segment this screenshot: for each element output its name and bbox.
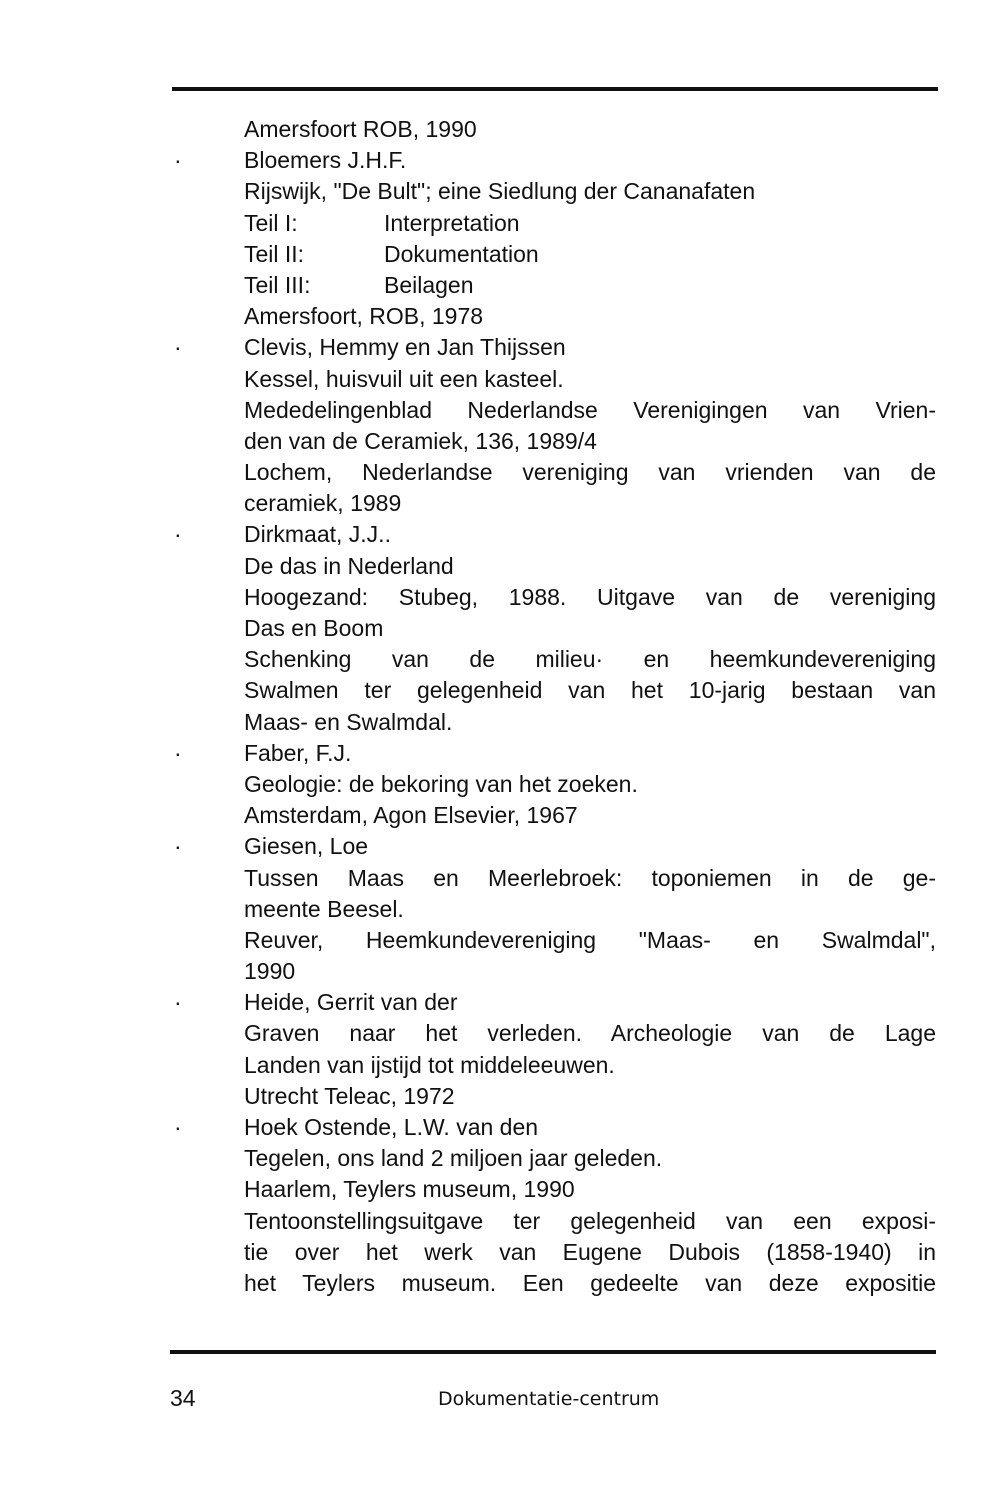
bibliography-list (174, 114, 936, 1299)
line-text: meente Beesel. (244, 895, 404, 922)
line-text: Clevis, Hemmy en Jan Thijssen (244, 334, 566, 361)
text-line (244, 364, 936, 395)
part-label: Teil I: (244, 209, 298, 236)
text-line (244, 1268, 936, 1299)
bullet-icon: · (174, 1114, 182, 1140)
text-line (244, 769, 936, 800)
line-text: Heide, Gerrit van der (244, 989, 458, 1016)
part-title: Beilagen (384, 271, 474, 298)
line-text: Tussen Maas en Meerlebroek: toponiemen in de ge- (244, 864, 936, 891)
line-text: den van de Ceramiek, 136, 1989/4 (244, 427, 597, 454)
line-text: Das en Boom (244, 615, 384, 641)
text-line (244, 457, 936, 488)
line-text: De das in Nederland (244, 552, 454, 579)
part-title: Interpretation (384, 209, 520, 236)
text-line (244, 1206, 936, 1237)
page-number: 34 (170, 1385, 196, 1411)
bullet-icon: · (174, 521, 182, 548)
line-text: Rijswijk, "De Bult"; eine Siedlung der Cananafaten (244, 178, 756, 205)
line-text: Bloemers J.H.F. (244, 147, 407, 174)
text-line (244, 301, 936, 332)
line-text: 1990 (244, 958, 296, 985)
line-text: Tegelen, ons land 2 miljoen jaar geleden. (244, 1145, 663, 1172)
text-line (244, 208, 936, 239)
line-text: Kessel, huisvuil uit een kasteel. (244, 365, 564, 392)
line-text: Schenking van de milieu· en heemkundevereniging (244, 646, 936, 673)
entry-author-line (174, 332, 936, 363)
entry-author-line (174, 831, 936, 862)
entry-author-line (174, 738, 936, 769)
text-line (244, 894, 936, 925)
part-label: Teil II: (244, 240, 305, 267)
line-text: Swalmen ter gelegenheid van het 10-jarig bestaan van (244, 677, 936, 704)
entry-author-line (174, 519, 936, 550)
bullet-icon: · (174, 739, 182, 766)
text-line (244, 426, 936, 457)
bullet-icon: · (174, 833, 182, 860)
line-text: Faber, F.J. (244, 739, 352, 766)
text-line (244, 582, 936, 613)
line-text: Graven naar het verleden. Archeologie van de Lage (244, 1020, 936, 1047)
line-text: Hoogezand: Stubeg, 1988. Uitgave van de vereniging (244, 583, 936, 610)
text-line (244, 644, 936, 675)
text-line (244, 1143, 936, 1174)
text-line (244, 1081, 936, 1112)
text-line (244, 800, 936, 831)
line-text: het Teylers museum. Een gedeelte van deze expositie (244, 1269, 936, 1296)
text-line (244, 1050, 936, 1081)
text-line (244, 863, 936, 894)
line-text: Haarlem, Teylers museum, 1990 (244, 1176, 575, 1203)
text-line (244, 707, 936, 738)
line-text: tie over het werk van Eugene Dubois (1858-1940) in (244, 1238, 936, 1265)
entry-author-line (174, 987, 936, 1018)
bottom-rule (170, 1350, 936, 1354)
part-title: Dokumentation (384, 240, 539, 267)
text-line (244, 239, 936, 270)
line-text: ceramiek, 1989 (244, 490, 402, 517)
text-line (244, 270, 936, 301)
line-text: Dirkmaat, J.J.. (244, 521, 391, 548)
text-line (244, 925, 936, 956)
text-line (244, 1237, 936, 1268)
line-text: Geologie: de bekoring van het zoeken. (244, 770, 638, 797)
entry-author-line (174, 1112, 936, 1143)
text-line (244, 395, 936, 426)
line-text: Amersfoort, ROB, 1978 (244, 303, 484, 330)
part-label: Teil III: (244, 271, 311, 298)
text-line (244, 114, 936, 145)
running-footer: Dokumentatie-centrum (438, 1388, 660, 1410)
line-text: Reuver, Heemkundevereniging "Maas- en Swalmdal", (244, 926, 936, 953)
line-text: Utrecht Teleac, 1972 (244, 1082, 455, 1109)
text-line (244, 675, 936, 706)
entry-author-line (174, 145, 936, 176)
top-rule (172, 87, 938, 91)
line-text: Lochem, Nederlandse vereniging van vrienden van de (244, 459, 936, 486)
line-text: Hoek Ostende, L.W. van den (244, 1114, 539, 1140)
text-line (244, 551, 936, 582)
line-text: Mededelingenblad Nederlandse Verenigingen van Vrien- (244, 396, 936, 423)
line-text: Amersfoort ROB, 1990 (244, 116, 477, 142)
text-line (244, 1174, 936, 1205)
text-line (244, 613, 936, 644)
bullet-icon: · (174, 334, 182, 361)
text-line (244, 176, 936, 207)
text-line (244, 1018, 936, 1049)
bullet-icon: · (174, 147, 182, 174)
line-text: Tentoonstellingsuitgave ter gelegenheid van een exposi- (244, 1207, 936, 1234)
bullet-icon: · (174, 989, 182, 1016)
text-line (244, 956, 936, 987)
line-text: Maas- en Swalmdal. (244, 708, 453, 735)
line-text: Giesen, Loe (244, 833, 369, 860)
text-line (244, 488, 936, 519)
line-text: Landen van ijstijd tot middeleeuwen. (244, 1051, 615, 1078)
line-text: Amsterdam, Agon Elsevier, 1967 (244, 802, 578, 829)
